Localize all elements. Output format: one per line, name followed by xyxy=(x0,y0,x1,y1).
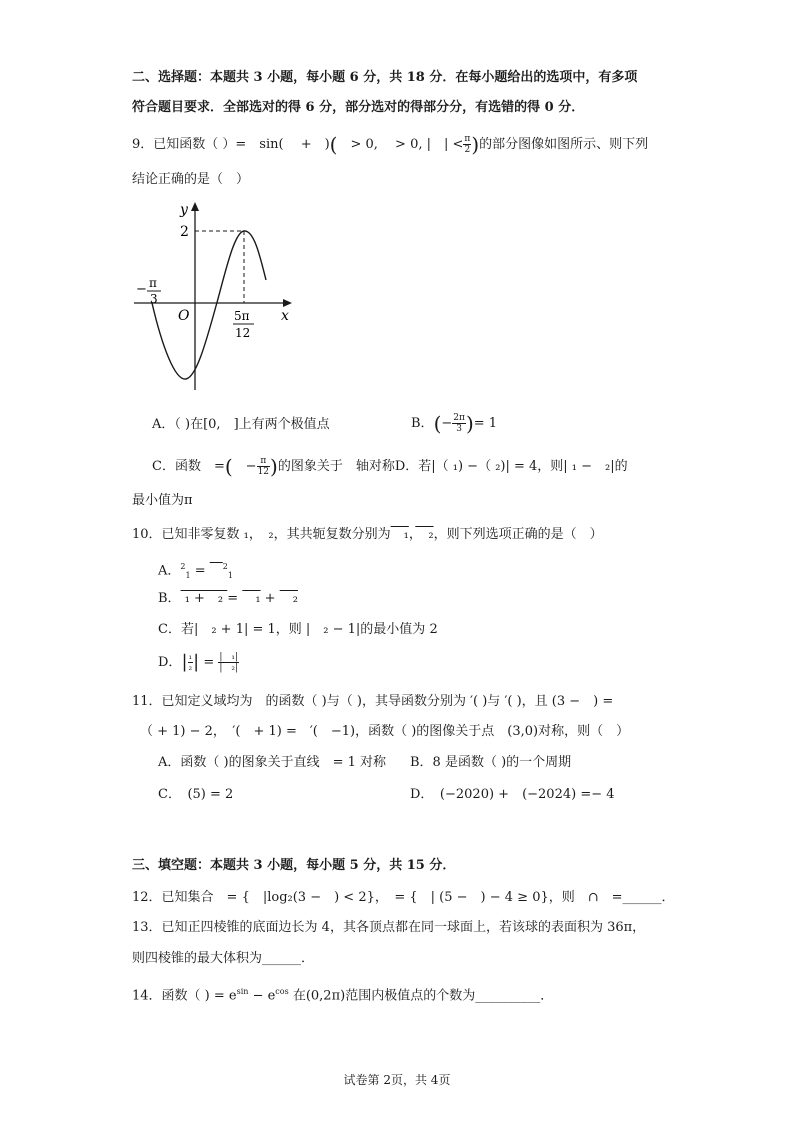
option-a-label: A． xyxy=(158,563,181,579)
separator: ， xyxy=(408,527,416,542)
abs-bar-right: | xyxy=(193,651,200,673)
paren-open: ( xyxy=(329,132,338,157)
neg-tick-denominator: 3 xyxy=(150,292,158,306)
option-b-label: B． xyxy=(158,591,181,606)
question-9-stem-line-2: 结论正确的是（ ） xyxy=(132,172,250,187)
option-a-conjugate xyxy=(210,563,223,578)
option-a-sub-1: 1 xyxy=(185,570,191,580)
question-11-line-2: （ + 1) − 2， ′( + 1) = ′( −1)，函数（ )的图像关于点 (3,0)对称，则（ ） xyxy=(140,724,630,739)
question-10-option-c: C．若| ₂ + 1| = 1，则 | ₂ − 1|的最小值为 2 xyxy=(158,622,438,637)
option-a-sub-2: 1 xyxy=(227,570,233,580)
question-9-option-d-line-2: 最小值为π xyxy=(132,493,193,508)
paren-open: ( xyxy=(224,454,233,479)
neg-tick-sign: − xyxy=(136,282,147,297)
option-c-label: C．函数 = xyxy=(152,459,225,474)
question-11-line-1: 11．已知定义域均为 的函数（ )与（ )，其导函数分别为 ′( )与 ′( )，且 (3 − ) = xyxy=(132,694,614,709)
conjugate-2: ₂ xyxy=(415,527,434,542)
paren-close: ) xyxy=(471,132,480,157)
pos-tick-denominator: 12 xyxy=(235,326,251,340)
question-9-option-b xyxy=(411,413,497,434)
question-9-stem xyxy=(132,134,648,155)
option-b-conj-1: ₁ xyxy=(242,591,261,606)
page-footer: 试卷第 2页，共 4页 xyxy=(343,1073,451,1087)
fraction-numerator: ₁ xyxy=(188,652,193,662)
question-9-sine-graph xyxy=(130,196,300,394)
fraction-denominator: ₂ xyxy=(188,663,193,673)
x-axis-arrow xyxy=(283,299,292,307)
option-b-label: B． xyxy=(411,416,434,431)
question-9-stem-part-b: 的部分图像如图所示、则下列 xyxy=(479,137,649,152)
question-9-stem-part-a: 9．已知函数（ ）= sin( + ) xyxy=(132,137,330,152)
paren-close: ) xyxy=(270,454,278,479)
option-a-sup-1: 2 xyxy=(180,562,186,571)
question-14 xyxy=(132,983,553,1005)
question-14-sup-cos: cos xyxy=(275,987,289,996)
pos-tick-numerator: 5π xyxy=(234,309,250,323)
question-10-option-a xyxy=(158,558,233,585)
question-10-stem-end: ，则下列选项正确的是（ ） xyxy=(433,527,603,542)
section-2-header-line-2: 符合题目要求．全部选对的得 6 分，部分选对的得部分分，有选错的得 0 分． xyxy=(132,100,585,115)
origin-label: O xyxy=(178,308,190,324)
conjugate-1: ₁ xyxy=(390,527,409,542)
question-9-option-a: A．（ )在[0, ]上有两个极值点 xyxy=(152,417,330,432)
question-12: 12．已知集合 = { |log₂(3 − ) < 2}， = { | (5 − ) − 4 ≥ 0}，则 ∩ =______． xyxy=(132,890,675,905)
neg-tick-numerator: π xyxy=(149,276,157,290)
question-14-pre: 14．函数（ ) = e xyxy=(132,988,237,1004)
option-c-fraction xyxy=(257,456,270,477)
fraction-denominator: 2 xyxy=(464,145,471,155)
option-b-neg: − xyxy=(441,416,453,431)
paren-open: ( xyxy=(433,411,442,436)
question-14-sup-sin: sin xyxy=(236,987,249,996)
y-tick-label: 2 xyxy=(180,224,189,240)
question-11-option-b: B．8 是函数（ )的一个周期 xyxy=(410,755,572,770)
y-axis-label: y xyxy=(180,202,188,218)
question-11-option-d: D． (−2020) + (−2024) =− 4 xyxy=(410,787,615,802)
option-c-d-text: 的图象关于 轴对称D．若|（ ₁) −（ ₂)| = 4，则| ₁ − ₂|的 xyxy=(277,459,628,474)
fraction-numerator: π xyxy=(464,134,471,144)
fraction-denominator: | ₂| xyxy=(219,663,239,673)
question-11-option-a: A．函数（ )的图象关于直线 = 1 对称 xyxy=(158,755,387,770)
option-a-eq: = xyxy=(190,563,210,579)
fraction-denominator: 3 xyxy=(456,424,462,434)
option-b-fraction xyxy=(452,413,466,434)
option-b-value: = 1 xyxy=(473,416,498,431)
question-10-stem xyxy=(132,526,603,544)
option-c-neg: − xyxy=(232,459,257,474)
question-14-post: 在(0,2π)范围内极值点的个数为__________． xyxy=(288,988,554,1004)
fraction-numerator: π xyxy=(257,456,270,467)
option-b-plus: + xyxy=(260,591,280,606)
fraction-numerator: 2π xyxy=(453,413,465,423)
question-13-line-1: 13．已知正四棱锥的底面边长为 4，其各顶点都在同一球面上，若该球的表面积为 36π， xyxy=(132,920,646,935)
option-d-label: D． xyxy=(158,655,182,670)
question-10-stem-text: 10．已知非零复数 ₁， ₂，其共轭复数分别为 xyxy=(132,527,391,542)
question-9-condition: > 0, > 0, | | < xyxy=(337,137,464,152)
x-axis-label: x xyxy=(281,308,289,324)
fraction-denominator: 12 xyxy=(257,467,270,477)
abs-bar-left: | xyxy=(181,651,188,673)
fraction-numerator: | ₁| xyxy=(219,652,239,662)
question-9-option-c-d xyxy=(152,456,628,477)
option-d-eq: = xyxy=(199,655,219,670)
section-2-header-line-1: 二、选择题：本题共 3 小题，每小题 6 分，共 18 分．在每小题给出的选项中，有多项 xyxy=(132,70,638,85)
paren-close: ) xyxy=(465,411,474,436)
question-10-option-b xyxy=(158,590,298,608)
option-a-sup-2: 2 xyxy=(222,562,228,571)
question-14-mid: − e xyxy=(248,988,276,1004)
option-b-conj-2: ₂ xyxy=(279,591,298,606)
option-b-eq: = xyxy=(227,591,243,606)
question-13-line-2: 则四棱锥的最大体积为______． xyxy=(132,951,315,966)
y-axis-arrow xyxy=(191,202,199,211)
section-3-header: 三、填空题：本题共 3 小题，每小题 5 分，共 15 分． xyxy=(132,858,456,873)
question-10-option-d xyxy=(158,652,239,673)
option-d-right-fraction xyxy=(218,652,239,673)
option-b-sum-conjugate: ₁ + ₂ xyxy=(180,591,228,606)
question-11-option-c: C． (5) = 2 xyxy=(158,787,234,802)
sine-curve xyxy=(152,231,266,379)
